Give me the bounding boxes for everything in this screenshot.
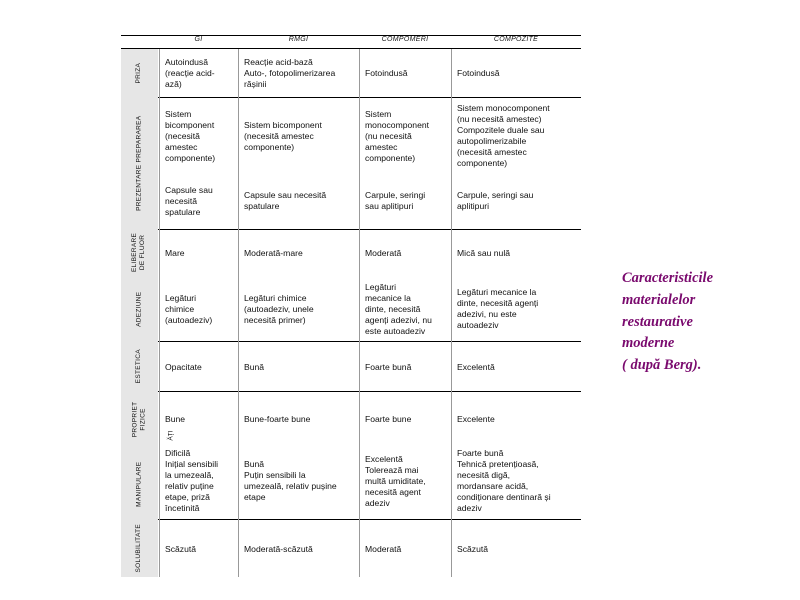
cell-manipulare-compozite: Foarte bună Tehnică pretențioasă, necesită digă, mordansare acidă, condiționare dentinară și adeziv bbox=[457, 448, 551, 513]
row-label-propriet-line2: FIZICE bbox=[139, 407, 147, 431]
row-label-estetica: ESTETICA bbox=[135, 349, 143, 384]
cell-propriet-gi: Bune bbox=[165, 413, 186, 424]
cell-eliberare-compozite: Mică sau nulă bbox=[457, 247, 511, 258]
row-divider bbox=[121, 391, 581, 392]
cell-prezentare-gi: Capsule sau necesită spatulare bbox=[165, 184, 213, 217]
row-divider bbox=[121, 519, 581, 520]
row-label-eliberare-line1: ELIBERARE bbox=[131, 232, 139, 272]
row-label-adeziune: ADEZIUNE bbox=[135, 291, 143, 327]
header-divider bbox=[121, 48, 581, 49]
cell-solubilitate-compomeri: Moderată bbox=[365, 543, 402, 554]
comparison-table bbox=[121, 35, 581, 577]
row-divider bbox=[121, 229, 581, 230]
column-divider bbox=[238, 49, 239, 577]
cell-priza-rmgi: Reacție acid-bază Auto-, fotopolimerizarea rășinii bbox=[244, 57, 336, 89]
cell-adeziune-compomeri: Legături mecanice la dinte, necesită agenți adezivi, nu este autoadeziv bbox=[365, 281, 432, 336]
cell-manipulare-gi: Dificilă Inițial sensibili la umezeală, relativ puține etape, priză încetinită bbox=[165, 448, 219, 513]
cell-adeziune-gi: Legături chimice (autoadeziv) bbox=[165, 292, 213, 325]
cell-manipulare-compomeri: Excelentă Tolerează mai multă umiditate, necesită agent adeziv bbox=[365, 453, 426, 508]
row-label-preparare: PREZENTARE PREPARAREA bbox=[135, 115, 143, 212]
header-compomeri: COMPOMERI bbox=[381, 36, 429, 43]
row-label-propriet-line1: PROPRIET bbox=[131, 401, 139, 437]
cell-preparare-gi: Sistem bicomponent (necesită amestec componente) bbox=[165, 108, 216, 163]
cell-eliberare-gi: Mare bbox=[165, 247, 185, 258]
header-rmgi: RMGI bbox=[288, 36, 309, 43]
cell-priza-compomeri: Fotoindusă bbox=[365, 68, 408, 78]
cell-estetica-compozite: Excelentă bbox=[457, 361, 495, 372]
cell-estetica-compomeri: Foarte bună bbox=[365, 361, 412, 372]
cell-propriet-compozite: Excelente bbox=[457, 413, 495, 424]
cell-adeziune-compozite: Legături mecanice la dinte, necesită agenți adezivi, nu este autoadeziv bbox=[457, 287, 539, 330]
cell-estetica-gi: Opacitate bbox=[165, 361, 202, 372]
cell-eliberare-rmgi: Moderată-mare bbox=[244, 247, 303, 258]
header-gi: GI bbox=[194, 36, 203, 43]
cell-solubilitate-compozite: Scăzută bbox=[457, 543, 489, 554]
cell-adeziune-rmgi: Legături chimice (autoadeziv, unele necesită primer) bbox=[244, 292, 314, 325]
cell-preparare-compozite: Sistem monocomponent (nu necesită amestec) Compozitele duale sau autopolimerizabile (necesită amestec componente) bbox=[457, 103, 550, 168]
cell-prezentare-compomeri: Carpule, seringi sau aplitipuri bbox=[365, 190, 426, 211]
cell-eliberare-compomeri: Moderată bbox=[365, 247, 402, 258]
cell-priza-gi: Autoindusă (reacție acid- ază) bbox=[165, 57, 215, 89]
cell-preparare-compomeri: Sistem monocomponent (nu necesită amestec componente) bbox=[365, 108, 430, 163]
header-compozite: COMPOZITE bbox=[493, 36, 539, 43]
row-label-priza: PRIZA bbox=[135, 62, 143, 84]
column-divider bbox=[159, 49, 160, 577]
stray-label: ĂȚI bbox=[167, 430, 175, 441]
cell-preparare-rmgi: Sistem bicomponent (necesită amestec componente) bbox=[244, 119, 322, 152]
cell-prezentare-compozite: Carpule, seringi sau aplitipuri bbox=[457, 190, 534, 211]
row-label-propriet bbox=[121, 392, 158, 446]
cell-estetica-rmgi: Bună bbox=[244, 361, 265, 372]
cell-manipulare-rmgi: Bună Puțin sensibili la umezeală, relativ pușine etape bbox=[244, 459, 337, 502]
row-label-eliberare bbox=[121, 230, 158, 274]
column-divider bbox=[359, 49, 360, 577]
cell-propriet-rmgi: Bune-foarte bune bbox=[244, 413, 311, 424]
cell-solubilitate-gi: Scăzută bbox=[165, 543, 197, 554]
cell-priza-compozite: Fotoindusă bbox=[457, 68, 500, 78]
column-divider bbox=[451, 49, 452, 577]
row-divider bbox=[121, 341, 581, 342]
slide-caption: Caracteristicile materialelor restaurative moderne ( după Berg). bbox=[622, 270, 714, 373]
row-divider bbox=[121, 97, 581, 98]
row-label-manipulare: MANIPULARE bbox=[135, 461, 143, 507]
cell-solubilitate-rmgi: Moderată-scăzută bbox=[244, 543, 313, 554]
row-label-eliberare-line2: DE FLUOR bbox=[139, 234, 147, 270]
cell-prezentare-rmgi: Capsule sau necesită spatulare bbox=[244, 190, 327, 211]
row-label-solubilitate: SOLUBILITATE bbox=[135, 524, 143, 573]
cell-propriet-compomeri: Foarte bune bbox=[365, 413, 412, 424]
